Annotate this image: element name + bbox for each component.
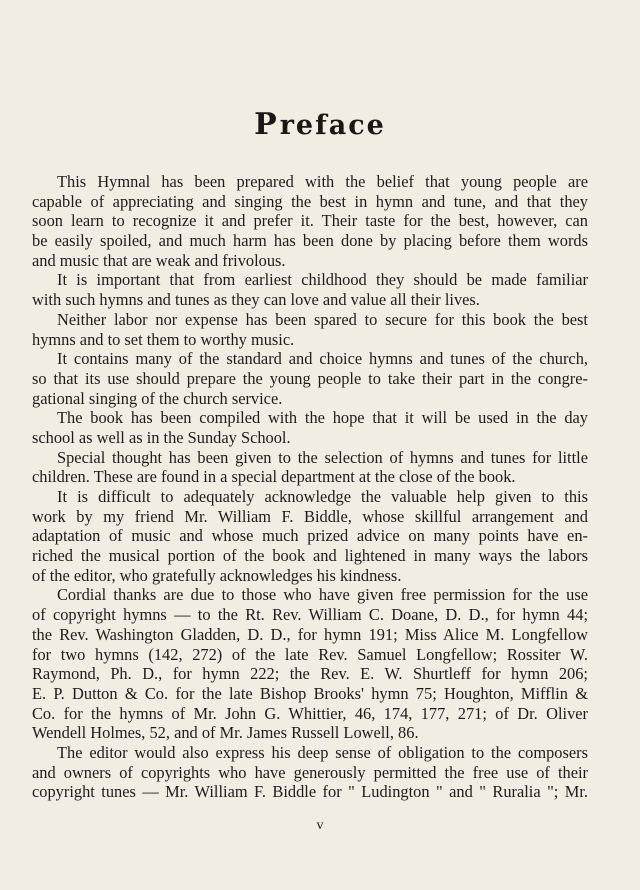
- text-line: Wendell Holmes, 52, and of Mr. James Russell Lowell, 86.: [32, 723, 419, 743]
- text-line: It is difficult to adequately acknowledge the valuable help given to this: [57, 487, 588, 506]
- text-line: children. These are found in a special department at the close of the book.: [32, 467, 516, 487]
- text-line: so that its use should prepare the young people to take their part in the congre-: [32, 368, 588, 388]
- text-line: of copyright hymns — to the Rt. Rev. William C. Doane, D. D., for hymn 44;: [32, 605, 588, 625]
- text-line: of the editor, who gratefully acknowledges his kindness.: [32, 565, 402, 585]
- text-line: work by my friend Mr. William F. Biddle, whose skillful arrangement and: [32, 506, 588, 526]
- text-line: Cordial thanks are due to those who have given free permission for the use: [57, 585, 588, 605]
- page-number: v: [316, 818, 324, 833]
- text-line: and owners of copyrights who have generously permitted the free use of their: [32, 762, 588, 782]
- text-line: capable of appreciating and singing the best in hymn and tune, and that they: [32, 191, 588, 211]
- text-line: Co. for the hymns of Mr. John G. Whittier, 46, 174, 177, 271; of Dr. Oliver: [32, 703, 588, 723]
- text-line: with such hymns and tunes as they can love and value all their lives.: [32, 290, 480, 310]
- text-line: soon learn to recognize it and prefer it. Their taste for the best, however, can: [32, 211, 588, 231]
- text-line: adaptation of music and whose much prized advice on many points have en-: [32, 526, 588, 546]
- text-line: the Rev. Washington Gladden, D. D., for hymn 191; Miss Alice M. Longfellow: [32, 624, 588, 644]
- title-initial: P: [254, 107, 279, 142]
- text-line: be easily spoiled, and much harm has been done by placing before them words: [32, 231, 588, 251]
- text-line: Special thought has been given to the selection of hymns and tunes for little: [57, 447, 588, 467]
- text-line: school as well as in the Sunday School.: [32, 427, 291, 447]
- text-line: The editor would also express his deep sense of obligation to the composers: [57, 742, 588, 762]
- text-line: and music that are weak and frivolous.: [32, 250, 286, 270]
- text-line: It contains many of the standard and choice hymns and tunes of the church,: [57, 349, 588, 369]
- page-title: [0, 107, 640, 142]
- text-line: E. P. Dutton & Co. for the late Bishop Brooks' hymn 75; Houghton, Mifflin &: [32, 683, 588, 703]
- text-line: hymns and to set them to worthy music.: [32, 329, 295, 349]
- text-line: gational singing of the church service.: [32, 388, 283, 408]
- text-line: This Hymnal has been prepared with the belief that young people are: [57, 172, 588, 191]
- title-rest: reface: [279, 110, 386, 141]
- text-line: for two hymns (142, 272) of the late Rev. Samuel Longfellow; Rossiter W.: [32, 644, 588, 664]
- text-line: The book has been compiled with the hope that it will be used in the day: [57, 408, 588, 428]
- preface-body: [32, 172, 588, 802]
- text-line: It is important that from earliest childhood they should be made familiar: [57, 270, 588, 290]
- text-line: Neither labor nor expense has been spared to secure for this book the best: [57, 309, 588, 329]
- text-line: Raymond, Ph. D., for hymn 222; the Rev. E. W. Shurtleff for hymn 206;: [32, 664, 588, 684]
- text-line: copyright tunes — Mr. William F. Biddle for " Ludington " and " Ruralia "; Mr.: [32, 782, 588, 802]
- text-line: riched the musical portion of the book and lightened in many ways the labors: [32, 546, 588, 566]
